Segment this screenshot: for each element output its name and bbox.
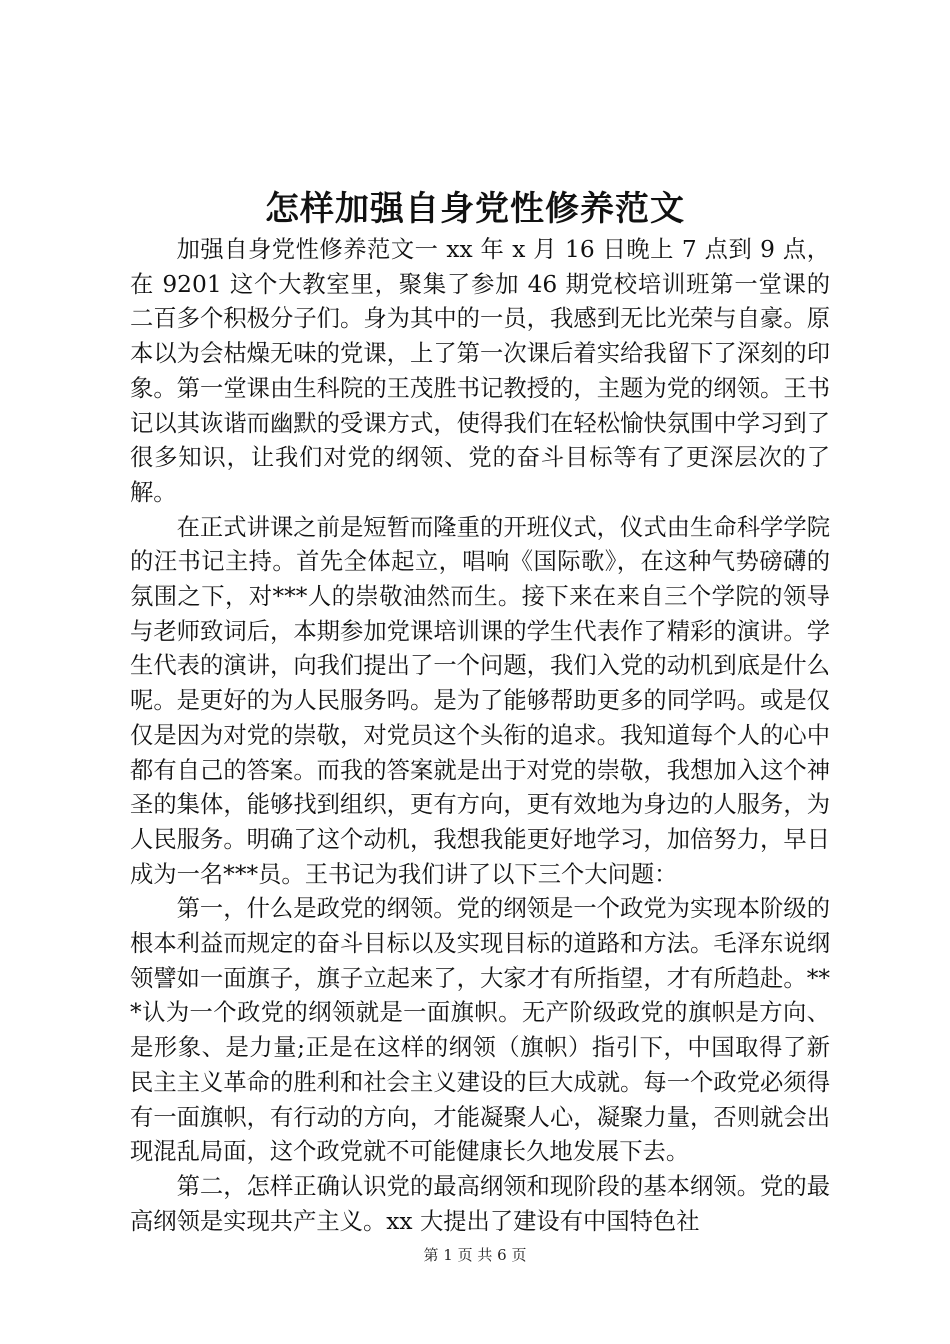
page-footer: 第 1 页 共 6 页 <box>423 1246 527 1264</box>
paragraph-1: 加强自身党性修养范文一 xx 年 x 月 16 日晚上 7 点到 9 点，在 9201 这个大教室里，聚集了参加 46 期党校培训班第一堂课的二百多个积极分子们。身为其中的一员，我感到无比光荣与自豪。原本以为会枯燥无味的党课，上了第一次课后着实给我留下了深刻的印象。第一堂课由生科院的王茂胜书记教授的，主题为党的纲领。王书记以其诙谐而幽默的受课方式，使得我们在轻松愉快氛围中学习到了很多知识，让我们对党的纲领、党的奋斗目标等有了更深层次的了解。 <box>130 236 830 506</box>
document-title: 怎样加强自身党性修养范文 <box>265 189 685 229</box>
document-body <box>130 233 830 1239</box>
paragraph-2: 在正式讲课之前是短暂而隆重的开班仪式，仪式由生命科学学院的汪书记主持。首先全体起立，唱响《国际歌》，在这种气势磅礴的氛围之下，对***人的崇敬油然而生。接下来在来自三个学院的领导与老师致词后，本期参加党课培训课的学生代表作了精彩的演讲。学生代表的演讲，向我们提出了一个问题，我们入党的动机到底是什么呢。是更好的为人民服务吗。是为了能够帮助更多的同学吗。或是仅仅是因为对党的崇敬，对党员这个头衔的追求。我知道每个人的心中都有自己的答案。而我的答案就是出于对党的崇敬，我想加入这个神圣的集体，能够找到组织，更有方向，更有效地为身边的人服务，为人民服务。明确了这个动机，我想我能更好地学习，加倍努力，早日成为一名***员。王书记为我们讲了以下三个大问题： <box>130 513 830 888</box>
paragraph-3: 第一，什么是政党的纲领。党的纲领是一个政党为实现本阶级的根本利益而规定的奋斗目标以及实现目标的道路和方法。毛泽东说纲领譬如一面旗子，旗子立起来了，大家才有所指望，才有所趋赴。***认为一个政党的纲领就是一面旗帜。无产阶级政党的旗帜是方向、是形象、是力量;正是在这样的纲领（旗帜）指引下，中国取得了新民主主义革命的胜利和社会主义建设的巨大成就。每一个政党必须得有一面旗帜，有行动的方向，才能凝聚人心，凝聚力量，否则就会出现混乱局面，这个政党就不可能健康长久地发展下去。 <box>130 895 830 1166</box>
paragraph-4: 第二，怎样正确认识党的最高纲领和现阶段的基本纲领。党的最高纲领是实现共产主义。xx 大提出了建设有中国特色社 <box>130 1172 830 1235</box>
